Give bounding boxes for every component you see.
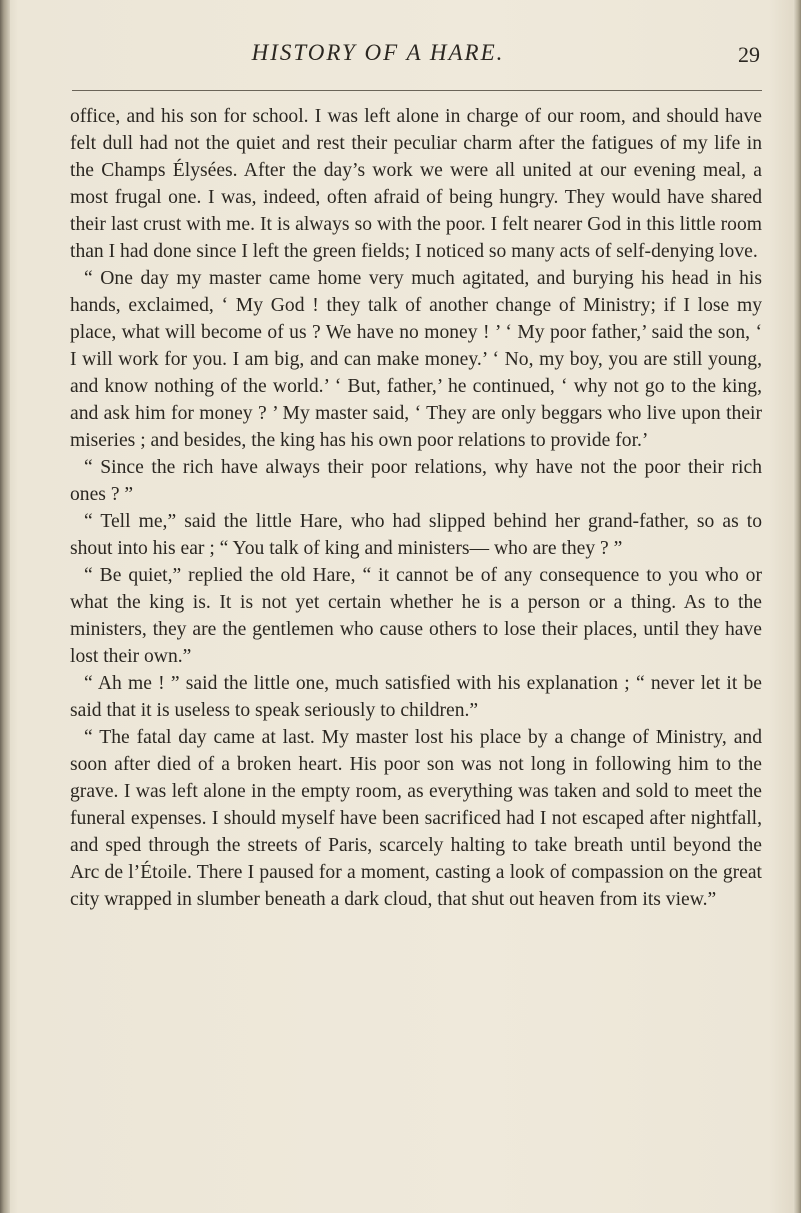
paragraph: “ The fatal day came at last. My master lost his place by a change of Ministry, and soon after died of a broken heart. His poor son was not long in following him to the grave. I was left alone in the empty room, as everything was taken and sold to meet the funeral expenses. I should myself have been sacrificed had I not escaped after nightfall, and sped through the streets of Paris, scarcely halting to take breath until beyond the Arc de l’Étoile. There I paused for a moment, casting a look of compassion on the great city wrapped in slumber beneath a dark cloud, that shut out heaven from its view.” [70,727,762,910]
running-head [0,40,801,70]
paragraph: “ Be quiet,” replied the old Hare, “ it cannot be of any consequence to you who or what the king is. It is not yet certain whether he is a person or a thing. As to the ministers, they are the gentlemen who cause others to lose their places, until they have lost their own.” [70,565,762,667]
paragraph: “ Tell me,” said the little Hare, who had slipped behind her grand-father, so as to shout into his ear ; “ You talk of king and ministers— who are they ? ” [70,511,762,559]
page-number: 29 [738,42,760,67]
paragraph: office, and his son for school. I was left alone in charge of our room, and should have felt dull had not the quiet and rest their peculiar charm after the fatigues of my life in the Champs Élysées. After the day’s work we were all united at our evening meal, a most frugal one. I was, indeed, often afraid of being hungry. They would have shared their last crust with me. It is always so with the poor. I felt nearer God in this little room than I had done since I left the green fields; I noticed so many acts of self-denying love. [70,106,762,262]
page-edge-right [793,0,801,1213]
paragraph: “ One day my master came home very much agitated, and burying his head in his hands, exclaimed, ‘ My God ! they talk of another change of Ministry; if I lose my place, what will become of us ? We have no money ! ’ ‘ My poor father,’ said the son, ‘ I will work for you. I am big, and can make money.’ ‘ No, my boy, you are still young, and know nothing of the world.’ ‘ But, father,’ he continued, ‘ why not go to the king, and ask him for money ? ’ My master said, ‘ They are only beggars who live upon their miseries ; and besides, the king has his own poor relations to provide for.’ [70,268,762,451]
body-text [70,103,762,913]
paragraph: “ Since the rich have always their poor relations, why have not the poor their rich ones ? ” [70,457,762,505]
page-gutter-left [0,0,10,1213]
running-title: HISTORY OF A HARE. [251,40,505,65]
header-rule [72,90,762,91]
paragraph: “ Ah me ! ” said the little one, much satisfied with his explanation ; “ never let it be said that it is useless to speak seriously to children.” [70,673,762,721]
